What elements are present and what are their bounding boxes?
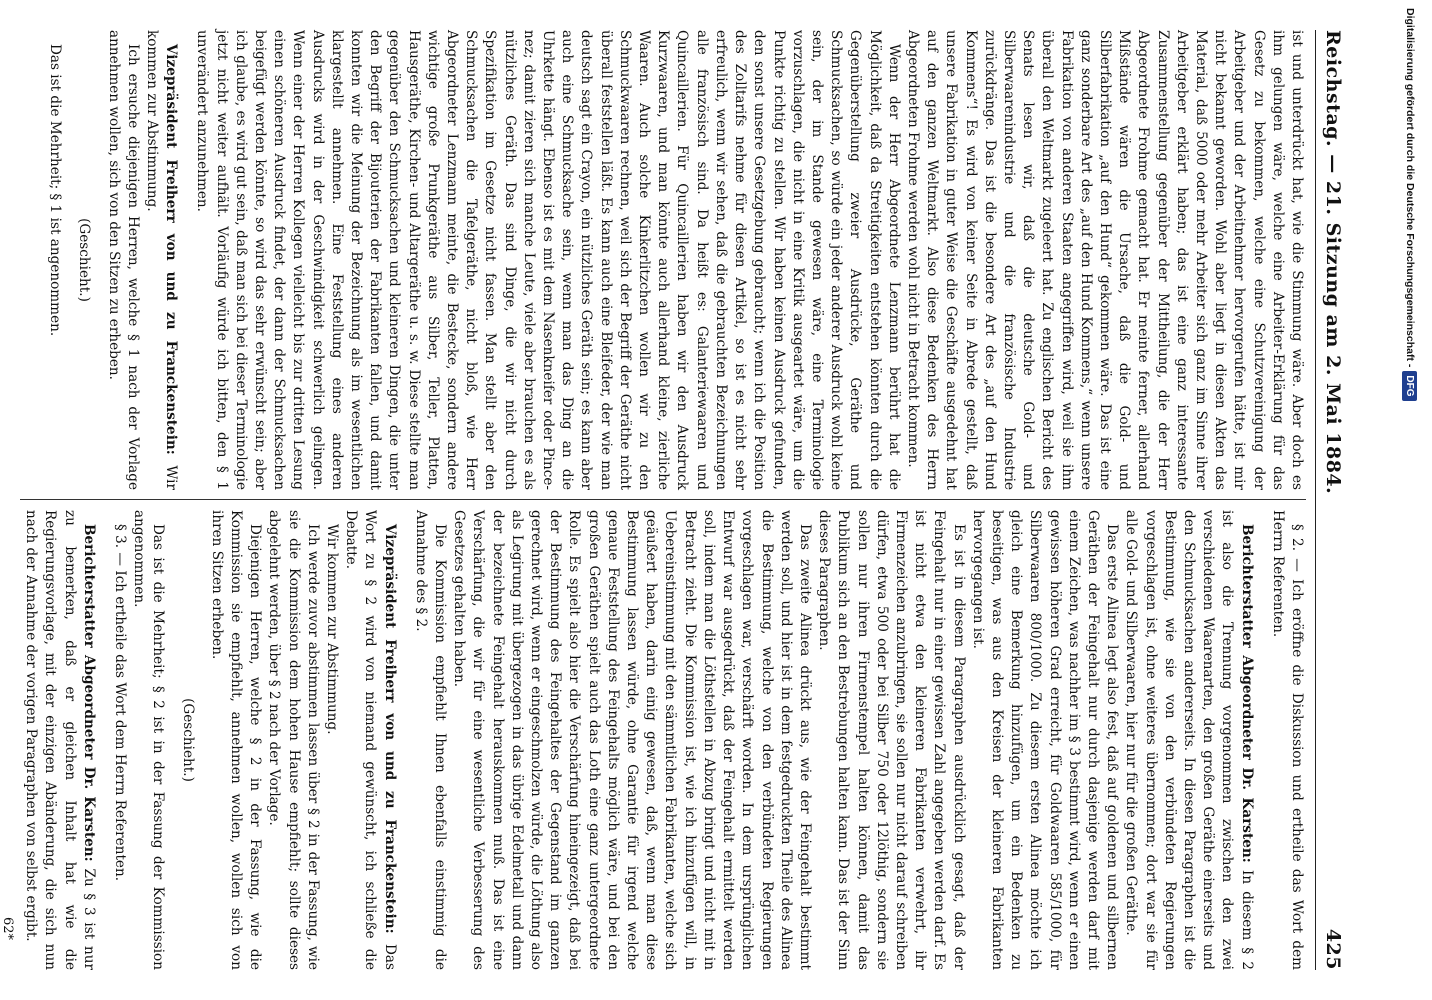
paragraph: Ich ersuche diejenigen Herren, welche § 1 nach der Vorlage annehmen wollen, sich von den Sitzen zu erheben. — [105, 30, 141, 490]
speech-text: Wir kommen zur Abstimmung. — [144, 30, 180, 491]
paragraph: Es ist in diesem Paragraphen ausdrücklich gesagt, daß der Feingehalt nur in einer gewissen Zahl angegeben werden darf. Es ist nicht etwa den kleineren Fabrikanten verwehrt, ihr Firmenzeichen anzubringen, sie sollen nur nicht darauf schreiben dürfen, etwa 500 oder bei Silber 750 oder 12löthig, sondern sie sollen nur ihren Firmenstempel halten können, damit das Publikum sich an den Bestrebungen halten kann. Das ist der Sinn dieses Paragraphen. — [816, 510, 967, 970]
speaker-label: Vizepräsident Freiherr von und zu Franckenstein: — [163, 44, 180, 455]
speaker-label: Berichterstatter Abgeordneter Dr. Karsten: — [80, 524, 97, 862]
paragraph: Die Kommission empfiehlt Ihnen ebenfalls einstimmig die Annahme des § 2. — [412, 510, 449, 970]
stage-direction: (Geschieht.) — [179, 698, 196, 782]
paragraph: Wir kommen zur Abstimmung. — [324, 524, 341, 735]
paragraph: ist und unterdrückt hat, wie die Stimmung wäre. Aber doch es ihm gelungen wäre, welche eine Arbeiter-Erklärung für das Gesetz zu bekommen, welche eine Schutzvereinigung der Arbeitgeber und der Arbeitnehmer hervorgerufen hätte, ist mir nicht bekannt geworden. Wohl aber liegt in diesen Akten das Material, daß 5000 oder mehr Arbeiter sich ganz im Sinne ihrer Arbeitgeber erklärt haben; das ist eine ganz interessante Zusammenstellung gegenüber der Mittheilung, die der Herr Abgeordnete Frohme gemacht hat. Er meinte ferner, allerhand Mißstände wären die Ursache, daß die Gold- und Silberfabrikation „auf den Hund“ gekommen wäre. Das ist eine ganz sonderbare Art des „auf den Hund Kommens,“ wenn unsere Fabrikation von anderen Staaten angegriffen wird, weil sie ihm überall den Weltmarkt zugeleert hat. Zu englischen Bericht des Senats lesen wir, daß die deutsche Gold- und Silberwaarenindustrie und die französische Industrie zurückdränge. Das ist die besondere Art des „auf den Hund Kommens“! Es wird von keiner Seite in Abrede gestellt, daß unsere Fabrikation in guter Weise die Geschäfte ausgedehnt hat auf den ganzen Weltmarkt. Also diese Bedenken des Herrn Abgeordneten Frohme werden wohl nicht in Betracht kommen. — [904, 30, 1305, 490]
paragraph: Das ist die Mehrheit; § 2 ist in der Fassung der Kommission angenommen. — [131, 510, 167, 970]
page-number: 425 — [1322, 928, 1344, 970]
right-column — [0, 510, 1306, 970]
left-column — [20, 30, 1306, 490]
paragraph: § 2. — Ich eröffne die Diskussion und ertheile das Wort dem Herrn Referenten. — [1269, 510, 1305, 970]
speech-text: Zu § 3 ist nur zu bemerken, daß er gleichen Inhalt hat wie die Regierungsvorlage, mit der einzigen Abänderung, die sich nun nach der Annahme der vorigen Paragraphen von selbst ergibt. — [23, 510, 97, 970]
page-header — [1315, 30, 1350, 970]
paragraph: Das erste Alinea legt also fest, daß auf goldenen und silbernen Geräthen der Feingehalt nur durch dasjenige werden darf mit einem Zeichen, was nachher im § 3 bestimmt wird, wenn er einen gewissen höheren Grad erreicht, für Goldwaaren 585/1000, für Silberwaaren 800/1000. Zu diesem ersten Alinea möchte ich gleich eine Bemerkung hinzufügen, um ein Bedenken zu beseitigen, was aus den Kreisen der kleineren Fabrikanten hervorgegangen ist. — [969, 510, 1121, 970]
column-divider — [20, 499, 1306, 500]
paragraph: Das zweite Alinea drückt aus, wie der Feingehalt bestimmt werden soll, und hier ist in dem festgedruckten Theile des Alinea die Bestimmung, welche von den verbündeten Regierungen vorgeschlagen war, verschärft worden. In dem ursprünglichen Entwurf war ausgedrückt, daß der Feingehalt ermittelt werden soll, indem man die Löthstellen in Abzug bringt und nicht mit in Betracht zieht. Die Kommission ist, wie ich hinzufügen will, in Uebereinstimmung mit den sämmtlichen Fabrikanten, welche sich geäußert haben, darin einig gewesen, daß, wenn man diese Bestimmung lassen würde, ohne Garantie für irgend welche genaue Feststellung des Feingehalts möglich wäre, und bei den großen Geräthen spielt auch das Loth eine ganz untergeordnete Rolle. Es spielt also hier die Verschärfung hineingezeigt, daß bei der Bestimmung des Feingehaltes der Gegenstand im ganzen gerechnet wird, wenn er eingeschmolzen würde, die Löthung also als Legirung mit übergezogen in das übrige Edelmetall und dann der bezeichnete Feingehalt herauskommen muß. Das ist eine Verschärfung, die wir für eine wesentliche Verbesserung des Gesetzes gehalten haben. — [451, 510, 813, 970]
digitization-sidebar — [1388, 0, 1432, 1000]
paragraph: Ich werde zuvor abstimmen lassen über § 2 in der Fassung, wie sie die Kommission dem hohen Hause empfiehlt; sollte dieses abgelehnt werden, über § 2 nach der Vorlage. — [266, 510, 321, 970]
paragraph: § 3. — Ich ertheile das Wort dem Herrn Referenten. — [112, 524, 129, 882]
running-head: Reichstag. — 21. Sitzung am 2. Mai 1884. — [1322, 30, 1344, 495]
signature-mark: 62* — [0, 916, 15, 940]
credit-text: Digitalisierung gefördert durch die Deutsche Forschungsgemeinschaft - — [1404, 8, 1416, 368]
paragraph: Das ist die Mehrheit; § 1 ist angenommen. — [47, 44, 64, 337]
speech-text: Das Wort zu § 2 wird von niemand gewünscht, ich schließe die Debatte. — [343, 510, 398, 970]
speaker-label: Vizepräsident Freiherr von und zu Franckenstein: — [381, 524, 398, 934]
speaker-label: Berichterstatter Abgeordneter Dr. Karsten: — [1238, 524, 1255, 863]
speech-text: In diesem § 2 ist also die Trennung vorgenommen zwischen den zwei verschiedenen Waarenarten, den großen Geräthe einerseits und den Schmucksachen andererseits. In diesen Paragraphen ist die Bestimmung, wie sie von den verbündeten Regierungen vorgeschlagen ist, ohne weiteres übernommen; dort war sie für alle Gold- und Silberwaaren, hier nur für die großen Geräthe. — [1123, 510, 1255, 970]
paragraph: Wenn der Herr Abgeordnete Lenzmann berührt hat die Möglichkeit, daß da Streitigkeiten entstehen könnten durch die Gegenüberstellung zweier Ausdrücke, Geräthe und Schmucksachen, so würde ein jeder anderer Ausdruck wohl keine sein, der im Stande gewesen wäre, eine Terminologie vorzuschlagen, die nicht in eine Kritik ausgeartet wäre, um die Punkte richtig zu stellen. Wir haben keinen Ausdruck gefunden, den sonst unsere Gesetzgebung gebraucht; wenn ich die Position des Zolltarifs nehme für diesen Artikel, so ist es nicht sehr erfreulich, wenn wir sehen, daß die gebrauchten Bezeichnungen alle französisch sind. Da heißt es: Galanteriewaaren und Quincaillerien. Für Quincaillerien haben wir den Ausdruck Kurzwaaren, und man könnte auch allerhand kleine, zierliche Waaren. Auch solche Kinkerlitzchen wollen wir zu den Schmuckwaaren rechnen, weil sich der Begriff der Geräthe nicht überall feststellen läßt. Es kann auch eine Bleifeder, der wie man deutsch sagt ein Crayon, ein nützliches Geräth sein; es kann aber auch eine Schmucksache sein, wenn man das Ding an die Uhrkette hängt. Ebenso ist es mit dem Nasenkneifer oder Pince-nez; damit zieren sich manche Leute, viele aber brauchen es als nützliches Geräth. Das sind Dinge, die wir nicht durch Spezifikation im Gesetze nicht fassen. Man stellt aber den Schmucksachen die Tafelgeräthe, nicht bloß, wie Herr Abgeordneter Lenzmann meinte, die Bestecke, sondern andere wichtige große Prunkgeräthe aus Silber, Teller, Platten, Hausgeräthe, Kirchen- und Altargeräthe u. s. w. Diese stellte man gegenüber den Schmucksachen und kleineren Dingen, die unter den Begriff der Bijouterien der Fabrikanten fallen, und damit konnten wir die Meinung der Bezeichnung als im wesentlichen klargestellt annehmen. Eine Feststellung eines anderen Ausdrucks wird in der Geschwindigkeit schwerlich gelingen. Wenn einer der Herren Kollegen vielleicht bis zur dritten Lesung einen schöneren Ausdruck findet, der dann der Schmucksachen beigefügt werden könnte, so wird das sehr erwünscht sein; aber ich glaube, es wird gut sein, daß man sich bei dieser Terminologie jetzt nicht weiter aufhält. Vorläufig würde ich bitten, den § 1 unverändert anzunehmen. — [194, 30, 902, 490]
stage-direction: (Geschieht.) — [76, 218, 93, 302]
digitization-credit — [1388, 0, 1432, 1000]
paragraph: Diejenigen Herren, welche § 2 in der Fassung, wie die Kommission sie empfiehlt, annehmen wollen, wollen sich von ihren Sitzen erheben. — [208, 510, 264, 970]
dfg-logo: DFG — [1403, 371, 1418, 400]
